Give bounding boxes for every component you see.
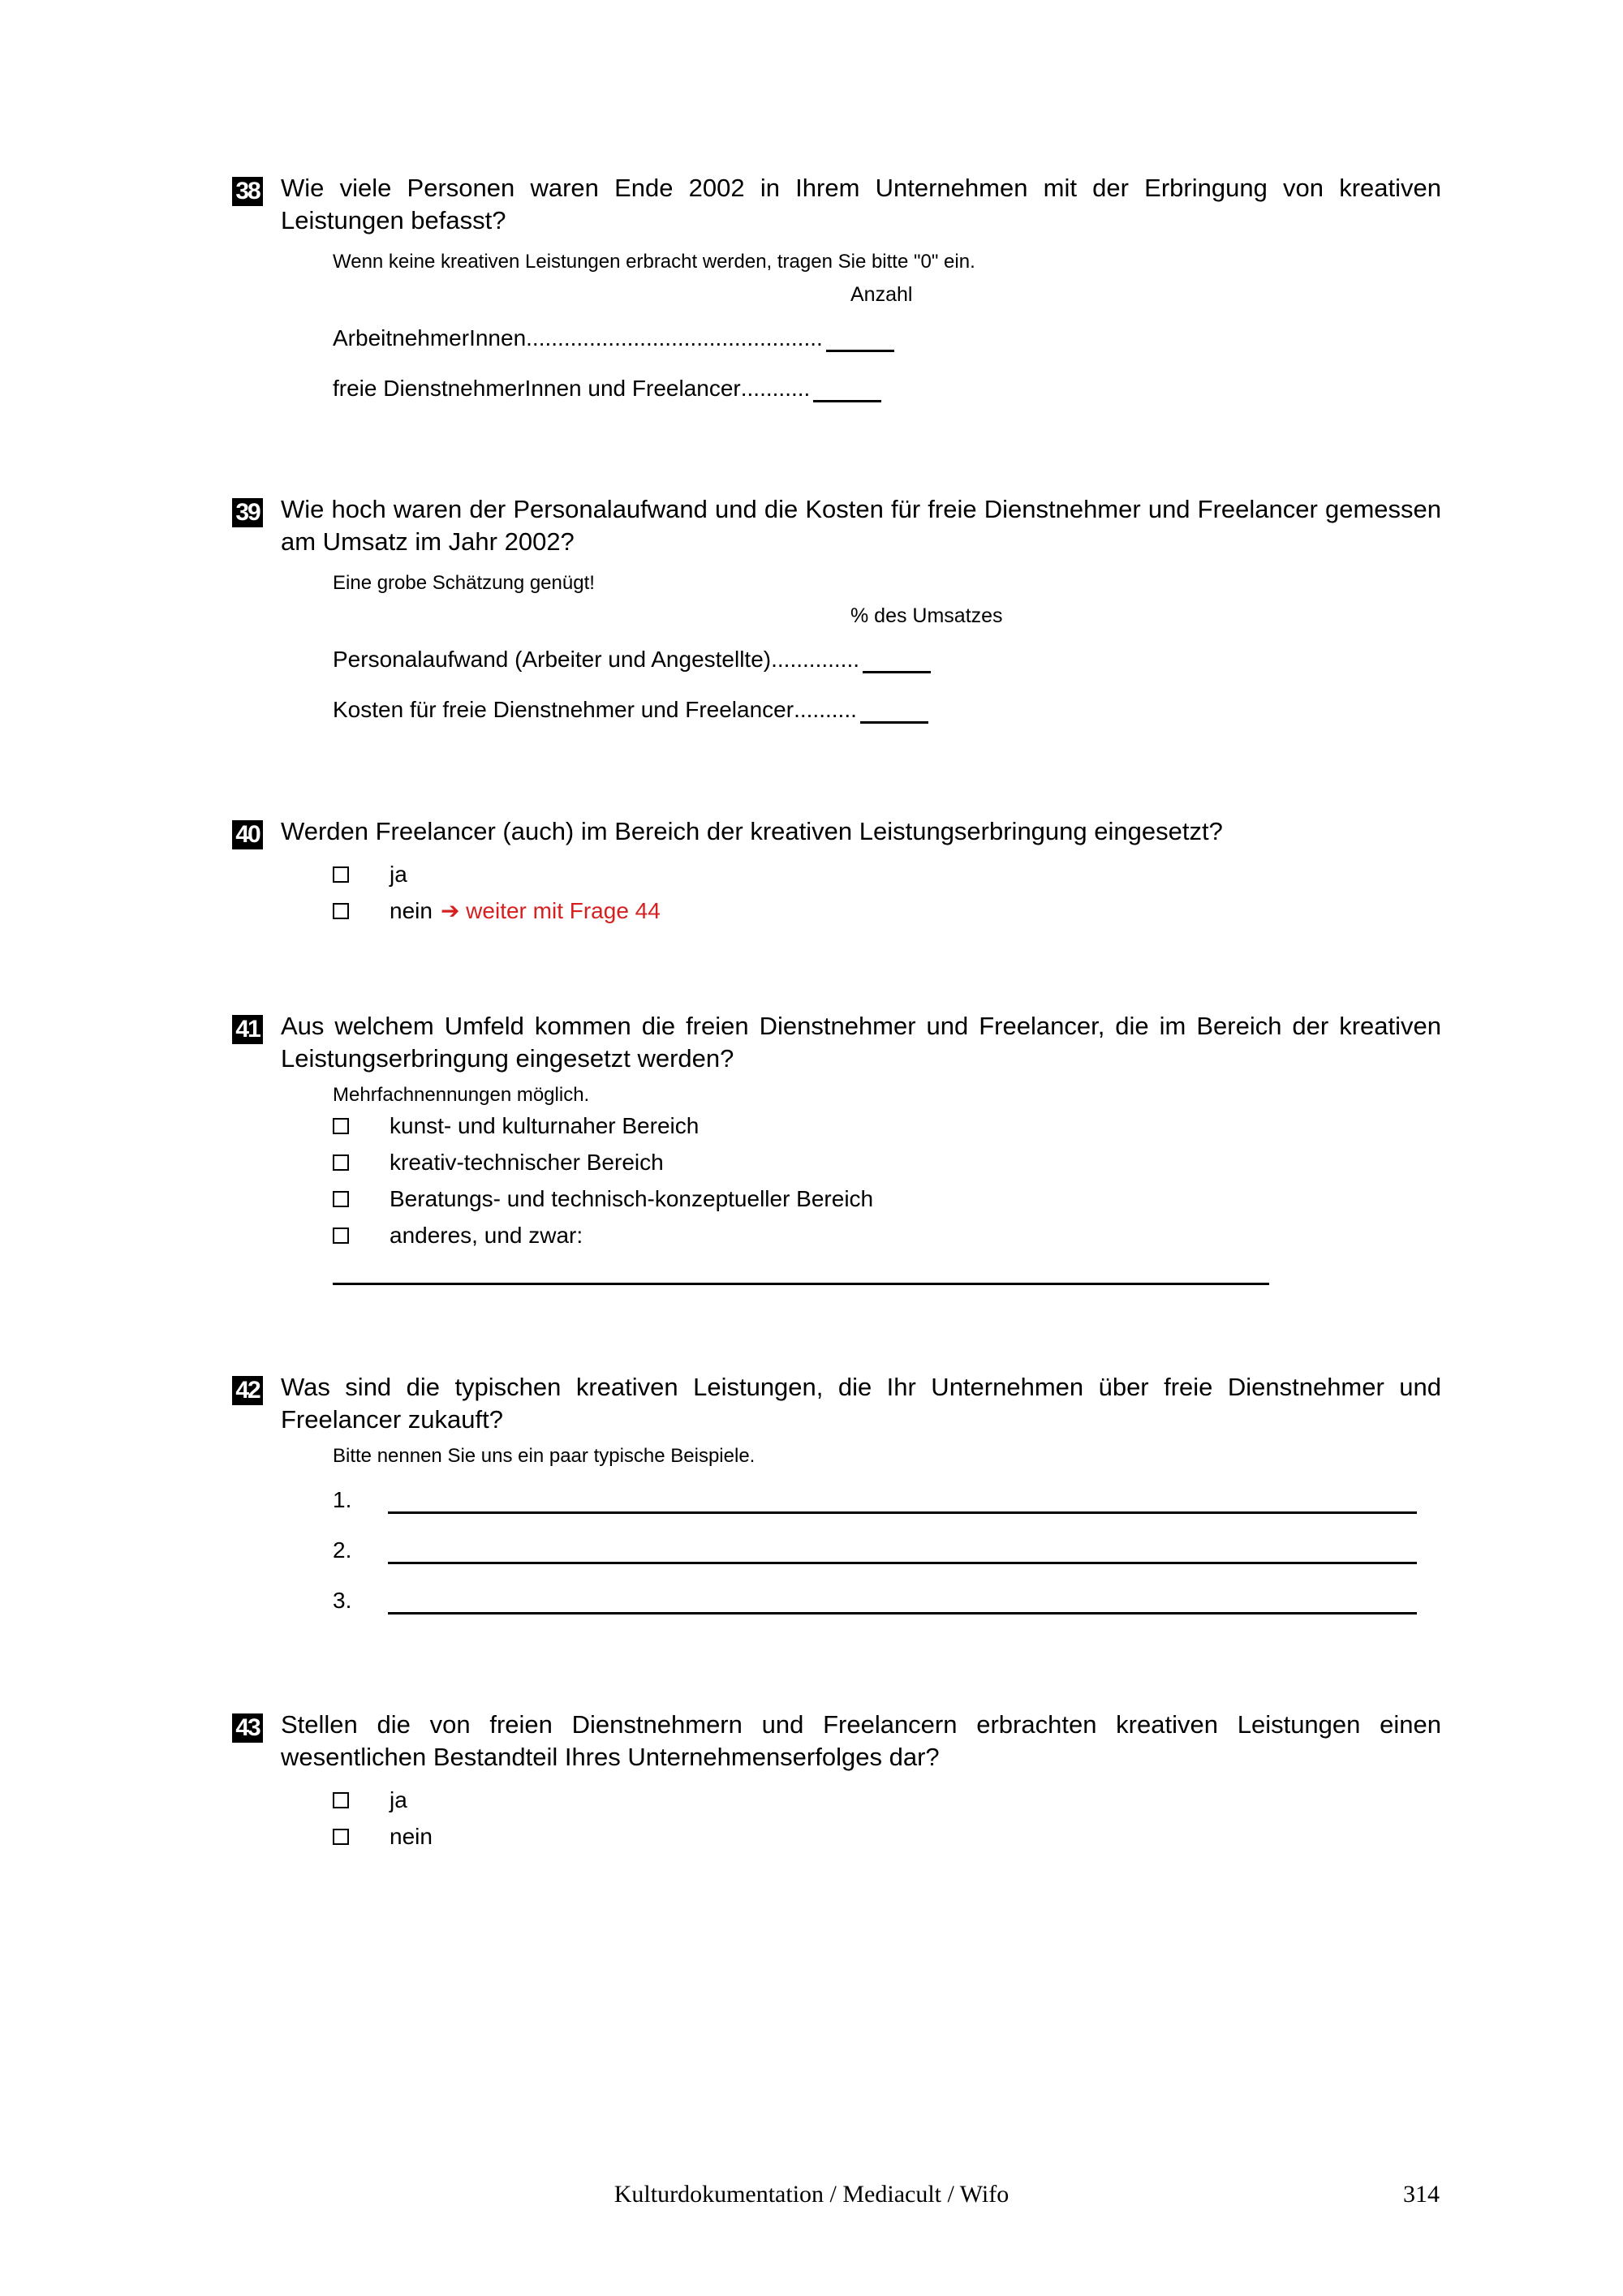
leader-dots: .......... [794, 697, 857, 722]
column-header: % des Umsatzes [850, 604, 1003, 627]
question-text: Stellen die von freien Dienstnehmern und Freelancern erbrachten kreativen Leistungen einen wesentlichen Bestandteil Ihres Unternehmenserfolges dar? [281, 1710, 1441, 1771]
question-number: 39 [232, 498, 263, 527]
other-text-input[interactable] [333, 1253, 1269, 1285]
answer-field [333, 325, 1441, 352]
option-label: anderes, und zwar: [390, 1222, 583, 1248]
question-text: Werden Freelancer (auch) im Bereich der kreativen Leistungserbringung eingesetzt? [281, 817, 1223, 845]
question-hint: Mehrfachnennungen möglich. [333, 1084, 590, 1106]
option-ja [333, 1782, 1441, 1818]
example-line [333, 1514, 1441, 1564]
question-38 [232, 172, 1441, 402]
question-hint: Bitte nennen Sie uns ein paar typische Beispiele. [333, 1445, 756, 1467]
question-43 [232, 1709, 1441, 1855]
example-input[interactable] [388, 1591, 1417, 1615]
example-line [333, 1468, 1441, 1514]
answer-field [333, 375, 1441, 402]
leader-dots: ............................................... [526, 325, 823, 350]
question-number: 38 [232, 177, 263, 206]
column-header: Anzahl [850, 283, 913, 306]
answer-field [333, 646, 1441, 673]
question-40 [232, 815, 1441, 929]
question-text: Wie hoch waren der Personalaufwand und die Kosten für freie Dienstnehmer und Freelancer gemessen am Umsatz im Jahr 2002? [281, 495, 1441, 556]
question-hint: Wenn keine kreativen Leistungen erbracht werden, tragen Sie bitte "0" ein. [333, 251, 975, 273]
checkbox[interactable] [333, 903, 349, 919]
leader-dots: .............. [771, 647, 860, 672]
option-beratung [333, 1180, 1441, 1217]
question-number: 42 [232, 1376, 263, 1405]
option-label: Beratungs- und technisch-konzeptueller Bereich [390, 1185, 874, 1211]
item-number: 3. [333, 1588, 352, 1613]
option-label: kunst- und kulturnaher Bereich [390, 1112, 700, 1138]
page-number: 314 [1403, 2181, 1440, 2208]
question-text: Was sind die typischen kreativen Leistungen, die Ihr Unternehmen über freie Dienstnehmer und Freelancer zukauft? [281, 1373, 1441, 1434]
option-nein [333, 1818, 1441, 1855]
question-number: 43 [232, 1713, 263, 1743]
item-number: 2. [333, 1537, 352, 1563]
footer-source: Kulturdokumentation / Mediacult / Wifo [613, 2181, 1010, 2208]
question-39 [232, 493, 1441, 724]
checkbox[interactable] [333, 1191, 349, 1207]
number-input[interactable] [813, 376, 881, 402]
option-label: nein [390, 897, 433, 923]
field-label: freie DienstnehmerInnen und Freelancer [333, 376, 741, 401]
percent-input[interactable] [863, 647, 931, 673]
option-kunst [333, 1107, 1441, 1144]
checkbox[interactable] [333, 1792, 349, 1808]
question-41 [232, 1010, 1441, 1285]
option-label: ja [390, 1786, 407, 1812]
checkbox[interactable] [333, 866, 349, 883]
question-42 [232, 1371, 1441, 1615]
field-label: Personalaufwand (Arbeiter und Angestellte) [333, 647, 772, 672]
percent-input[interactable] [860, 697, 928, 724]
option-kreativ-technisch [333, 1144, 1441, 1180]
number-input[interactable] [826, 325, 894, 352]
option-ja [333, 856, 1441, 892]
option-label: ja [390, 861, 407, 887]
example-line [333, 1564, 1441, 1615]
example-input[interactable] [388, 1541, 1417, 1564]
question-number: 40 [232, 820, 263, 849]
checkbox[interactable] [333, 1829, 349, 1845]
question-number: 41 [232, 1015, 263, 1044]
option-nein [333, 892, 1441, 929]
option-label: kreativ-technischer Bereich [390, 1149, 664, 1175]
option-label: nein [390, 1823, 433, 1849]
question-hint: Eine grobe Schätzung genügt! [333, 572, 595, 594]
field-label: Kosten für freie Dienstnehmer und Freelancer [333, 697, 794, 722]
example-input[interactable] [388, 1490, 1417, 1514]
option-anderes [333, 1217, 1441, 1253]
answer-field [333, 696, 1441, 724]
leader-dots: ........... [740, 376, 811, 401]
skip-instruction: ➔ weiter mit Frage 44 [440, 897, 661, 923]
field-label: ArbeitnehmerInnen [333, 325, 527, 350]
item-number: 1. [333, 1487, 352, 1512]
question-text: Wie viele Personen waren Ende 2002 in Ihrem Unternehmen mit der Erbringung von kreativen Leistungen befasst? [281, 174, 1441, 234]
question-text: Aus welchem Umfeld kommen die freien Dienstnehmer und Freelancer, die im Bereich der kreativen Leistungserbringung eingesetzt werden? [281, 1012, 1441, 1073]
checkbox[interactable] [333, 1118, 349, 1134]
checkbox[interactable] [333, 1228, 349, 1244]
checkbox[interactable] [333, 1154, 349, 1171]
